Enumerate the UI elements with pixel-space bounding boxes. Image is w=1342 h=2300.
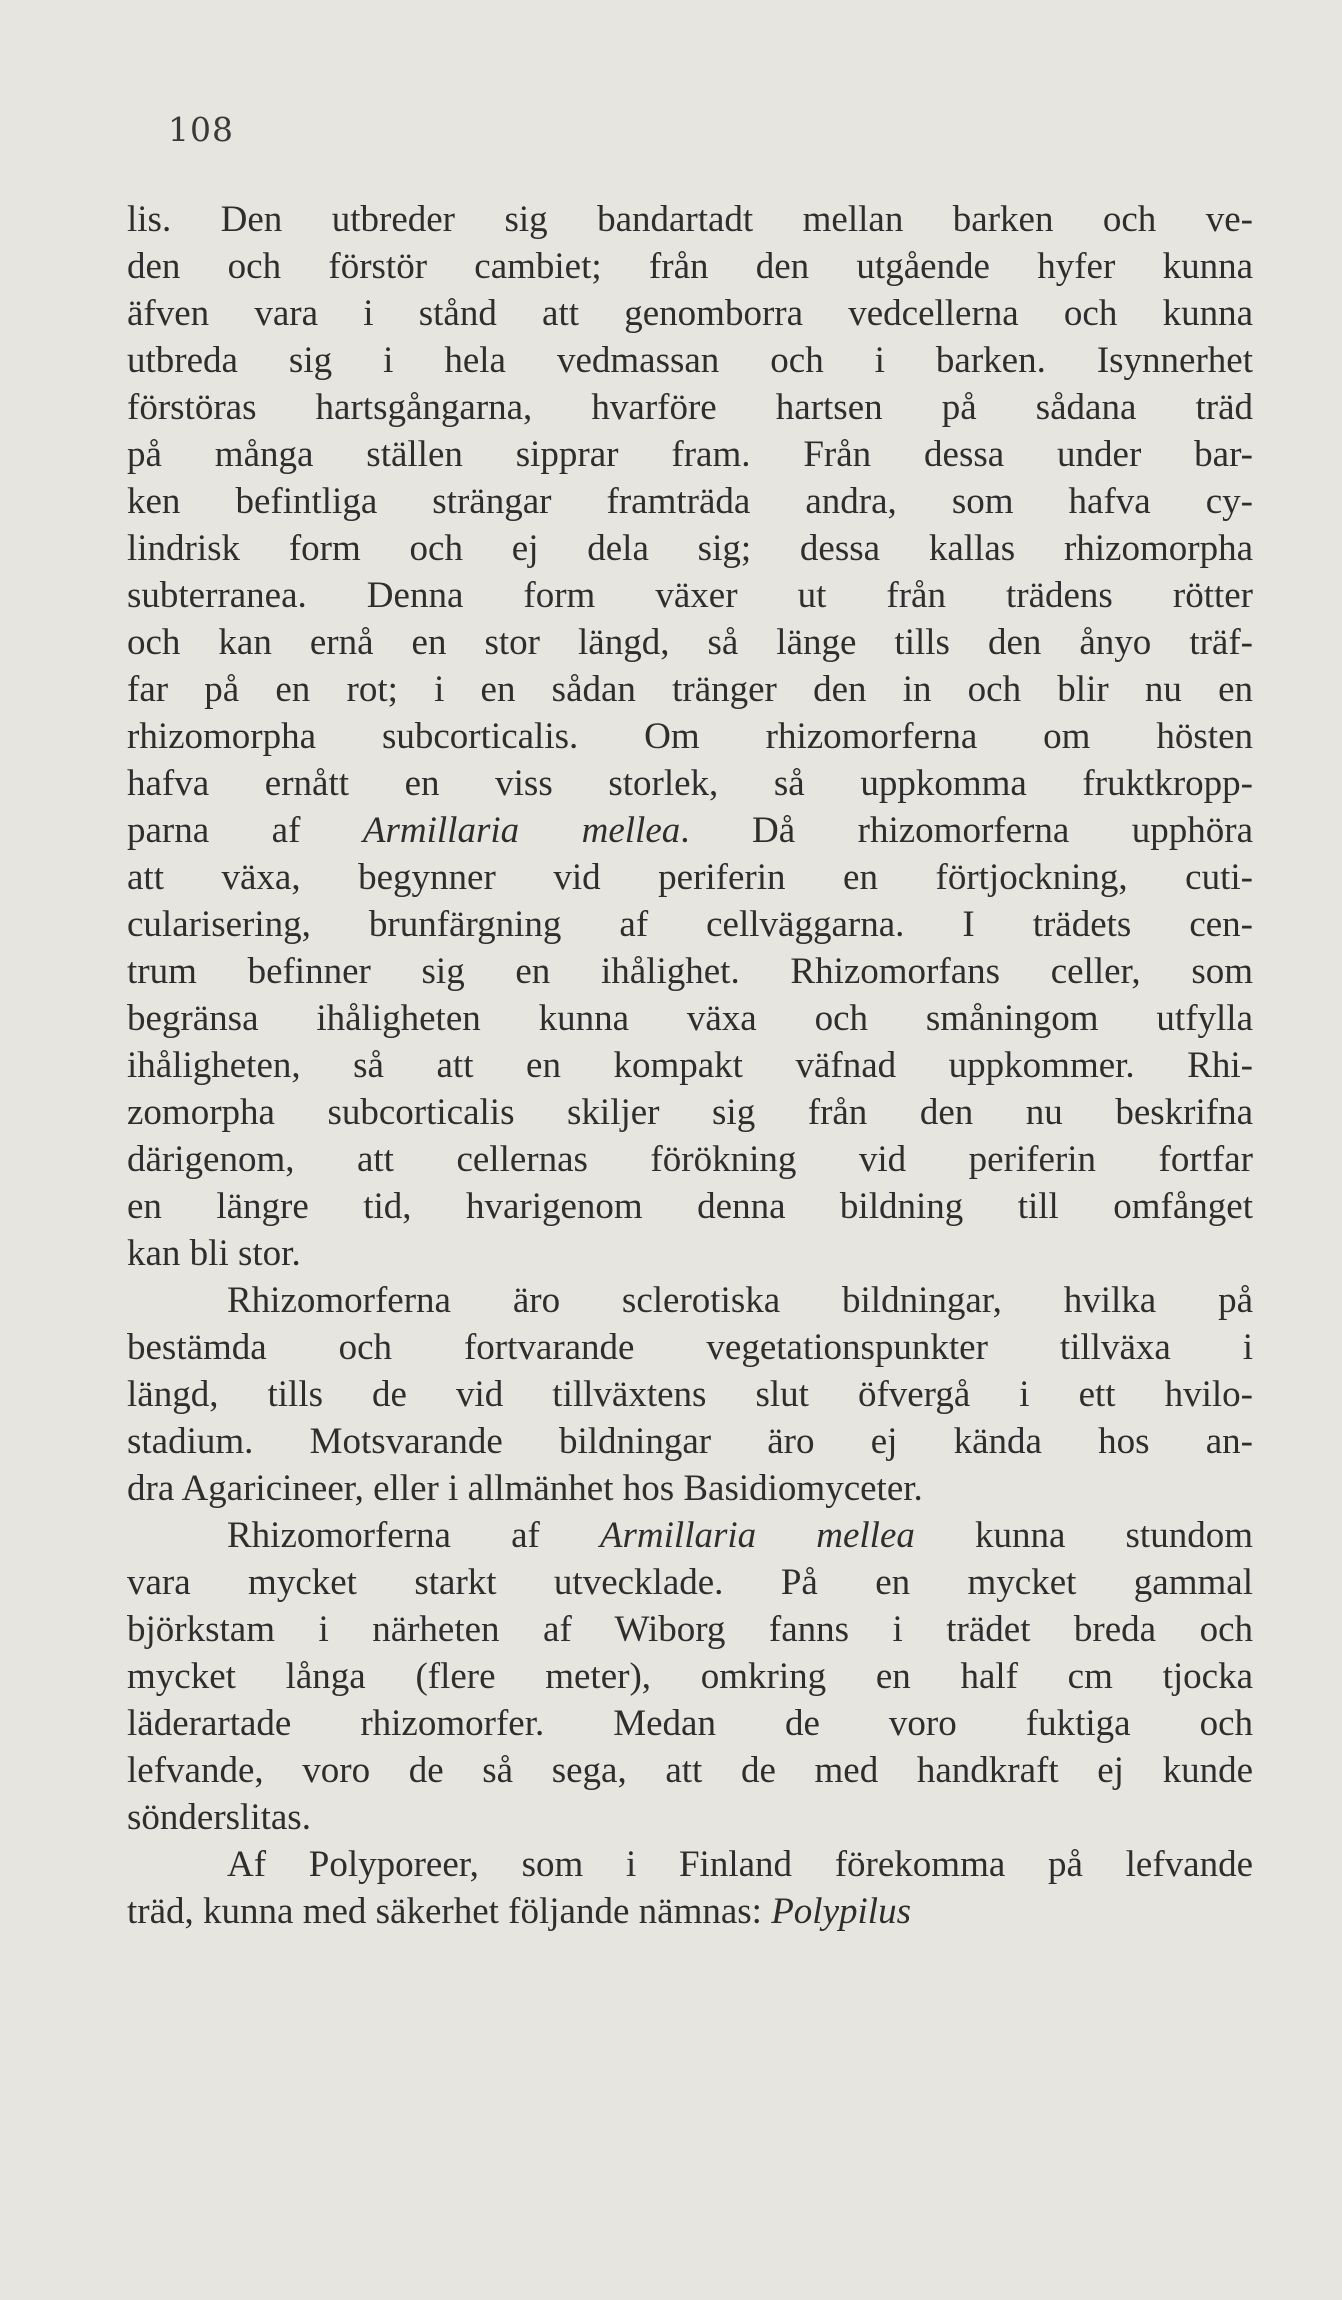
text-line: stadium. Motsvarande bildningar äro ej kända hos an- — [127, 1421, 1253, 1462]
text-line: därigenom, att cellernas förökning vid periferin fortfar — [127, 1139, 1253, 1180]
text-line: vara mycket starkt utvecklade. På en mycket gammal — [127, 1562, 1253, 1603]
text-line: på många ställen sipprar fram. Från dessa under bar- — [127, 434, 1253, 475]
text-line: hafva ernått en viss storlek, så uppkomma fruktkropp- — [127, 763, 1253, 804]
text-line: och kan ernå en stor längd, så länge tills den ånyo träf- — [127, 622, 1253, 663]
text-line: ihåligheten, så att en kompakt väfnad uppkommer. Rhi- — [127, 1045, 1253, 1086]
italic-species-name: Armillaria mellea — [599, 1515, 915, 1556]
text-line: Af Polyporeer, som i Finland förekomma på lefvande — [227, 1844, 1253, 1885]
text-run: kunna stundom — [914, 1515, 1253, 1556]
text-line: kan bli stor. — [127, 1233, 301, 1274]
text-line: sönderslitas. — [127, 1797, 311, 1838]
page-number: 108 — [168, 110, 234, 149]
text-line: Rhizomorferna äro sclerotiska bildningar, hvilka på — [227, 1280, 1253, 1321]
text-line: lis. Den utbreder sig bandartadt mellan barken och ve- — [127, 199, 1253, 240]
text-line: cularisering, brunfärgning af cellväggarna. I trädets cen- — [127, 904, 1253, 945]
text-run: Rhizomorferna af — [227, 1515, 600, 1556]
text-line: längd, tills de vid tillväxtens slut öfvergå i ett hvilo- — [127, 1374, 1253, 1415]
text-line: mycket långa (flere meter), omkring en half cm tjocka — [127, 1656, 1253, 1697]
text-line: lefvande, voro de så sega, att de med handkraft ej kunde — [127, 1750, 1253, 1791]
text-run: parna af — [127, 810, 363, 851]
text-line: rhizomorpha subcorticalis. Om rhizomorferna om hösten — [127, 716, 1253, 757]
text-line: ken befintliga strängar framträda andra, som hafva cy- — [127, 481, 1253, 522]
italic-species-name: Armillaria mellea — [362, 810, 681, 851]
italic-species-name: Polypilus — [771, 1891, 911, 1932]
text-run: träd, kunna med säkerhet följande nämnas: — [127, 1891, 772, 1932]
body-text — [127, 196, 1253, 1935]
text-run: . Då rhizomorferna upphöra — [680, 810, 1253, 851]
text-line: lindrisk form och ej dela sig; dessa kallas rhizomorpha — [127, 528, 1253, 569]
text-line: att växa, begynner vid periferin en förtjockning, cuti- — [127, 857, 1253, 898]
text-line: en längre tid, hvarigenom denna bildning till omfånget — [127, 1186, 1253, 1227]
text-line — [127, 1512, 1253, 1559]
text-line: den och förstör cambiet; från den utgående hyfer kunna — [127, 246, 1253, 287]
text-line: dra Agaricineer, eller i allmänhet hos Basidiomyceter. — [127, 1468, 923, 1509]
text-line: äfven vara i stånd att genomborra vedcellerna och kunna — [127, 293, 1253, 334]
text-line: trum befinner sig en ihålighet. Rhizomorfans celler, som — [127, 951, 1253, 992]
text-line: zomorpha subcorticalis skiljer sig från den nu beskrifna — [127, 1092, 1253, 1133]
text-line: utbreda sig i hela vedmassan och i barken. Isynnerhet — [127, 340, 1253, 381]
text-line: bestämda och fortvarande vegetationspunkter tillväxa i — [127, 1327, 1253, 1368]
text-line: begränsa ihåligheten kunna växa och småningom utfylla — [127, 998, 1253, 1039]
text-line: förstöras hartsgångarna, hvarföre hartsen på sådana träd — [127, 387, 1253, 428]
text-line: far på en rot; i en sådan tränger den in och blir nu en — [127, 669, 1253, 710]
text-line — [127, 807, 1253, 854]
text-line — [127, 1888, 1253, 1935]
text-line: subterranea. Denna form växer ut från trädens rötter — [127, 575, 1253, 616]
text-line: björkstam i närheten af Wiborg fanns i trädet breda och — [127, 1609, 1253, 1650]
text-line: läderartade rhizomorfer. Medan de voro fuktiga och — [127, 1703, 1253, 1744]
